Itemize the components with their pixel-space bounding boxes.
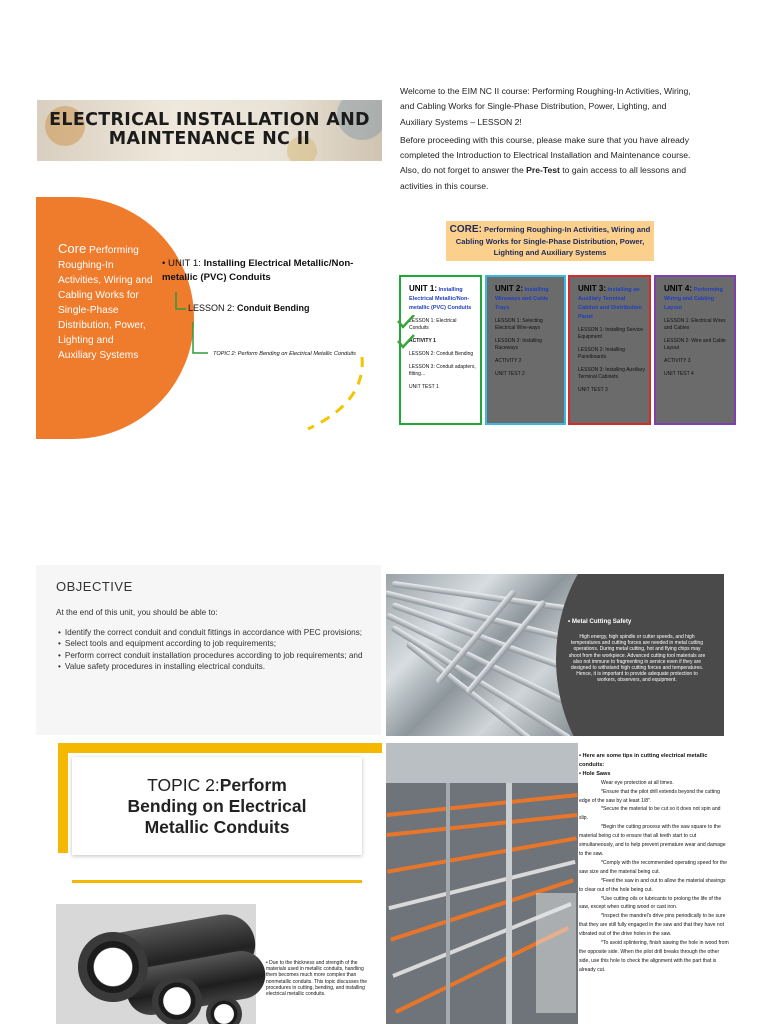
core-title: Core Performing Roughing-In Activities, Wiring and Cabling Works for Single-Phase Distribution, Power, Lighting and Auxiliary Systems bbox=[58, 241, 153, 361]
objective-intro: At the end of this unit, you should be able to: bbox=[56, 608, 218, 617]
list-item: ACTIVITY 1 bbox=[409, 338, 436, 344]
unit-4-card[interactable]: UNIT 4: Performing Wiring and Cabling Layout LESSON 1: Electrical Wires and Cables LESSON 2: Wire and Cable Layout ACTIVITY 3 UNIT TEST 4 bbox=[654, 275, 736, 425]
list-item: • Perform correct conduit installation procedures according to job requirements; and bbox=[56, 650, 376, 661]
list-item: LESSON 2: Wire and Cable Layout bbox=[664, 338, 726, 351]
list-item: LESSON 3: Conduit adapters, fitting... bbox=[409, 364, 476, 377]
list-item: LESSON 2: Installing Raceways bbox=[495, 338, 542, 351]
tips-heading: • Here are some tips in cutting electrical metallic conduits: bbox=[579, 753, 708, 768]
pre-test-link[interactable]: Pre-Test bbox=[526, 165, 560, 176]
conduits-description: • Due to the thickness and strength of the materials used in metallic conduits, handling them becomes much more complex than nonmetallic conduits. This topic discusses the procedures in cutting, bending, and installing electrical metallic conduits. bbox=[266, 960, 368, 998]
list-item: *Feed the saw in and out to allow the material shavings to clear out of the hole being cut. bbox=[579, 877, 726, 893]
welcome-paragraph: Welcome to the EIM NC II course: Performing Roughing-In Activities, Wiring, and Cabling Works for Single-Phase Distribution, Power, Lighting, and Auxiliary Systems – LESSON 2! bbox=[400, 86, 691, 127]
course-banner bbox=[37, 100, 382, 161]
hole-saws-heading: • Hole Saws bbox=[579, 770, 611, 777]
metallic-conduits-slide bbox=[56, 904, 382, 1024]
list-item: ACTIVITY 2 bbox=[495, 358, 522, 364]
welcome-text bbox=[400, 84, 700, 197]
banner-title: ELECTRICAL INSTALLATION AND MAINTENANCE NC II bbox=[49, 110, 370, 149]
list-item: ACTIVITY 3 bbox=[664, 358, 691, 364]
list-item: *Secure the material to be cut so it does not spin and slip. bbox=[579, 806, 721, 822]
hierarchy-connectors bbox=[36, 197, 378, 439]
topic-title-slide bbox=[58, 743, 382, 897]
list-item: *Ensure that the pilot drill extends beyond the cutting edge of the saw by at least 1/8". bbox=[579, 788, 720, 804]
list-item: *Inspect the mandrel's drive pins periodically to be sure that they are still fully engaged in the saw and that they have not vibrated out of the drive holes in the saw. bbox=[579, 913, 726, 938]
list-item: LESSON 3: Installing Auxiliary Terminal Cabinets bbox=[578, 367, 645, 380]
list-item: *Comply with the recommended operating speed for the saw size and the material being cut. bbox=[579, 859, 727, 875]
list-item: UNIT TEST 2 bbox=[495, 371, 525, 377]
list-item: LESSON 2: Installing Panelboards bbox=[578, 347, 625, 360]
yellow-side-bar bbox=[58, 743, 68, 853]
list-item: LESSON 1: Selecting Electrical Wire-ways bbox=[495, 318, 543, 331]
unit-1-card[interactable]: UNIT 1: Installing Electrical Metallic/Non-metallic (PVC) Conduits LESSON 1: Electrical Conduits ACTIVITY 1 LESSON 2: Conduit Bending LESSON 3: Conduit adapters, fitting... UNIT TEST 1 bbox=[399, 275, 482, 425]
list-item: *Use cutting oils or lubricants to prolong the life of the saw, except when cutting wood or cast iron. bbox=[579, 895, 722, 911]
black-pipes-photo bbox=[56, 904, 256, 1024]
list-item: LESSON 1: Electrical Conduits bbox=[409, 318, 457, 331]
list-item: LESSON 1: Electrical Wires and Cables bbox=[664, 318, 726, 331]
list-item: *To avoid splintering, finish sawing the hole in wood from the opposite side. When the pilot drill breaks through the other side, use this hole to check the alignment with the part that is already cut. bbox=[579, 940, 729, 973]
cable-tray-photo bbox=[386, 743, 578, 1024]
core-overview-slide bbox=[36, 197, 378, 439]
metal-safety-body: High energy, high spindle or cutter speeds, and high temperatures and cutting forces are needed in metal cutting operations. During metal cutting, hot and flying chips may shoot from the workpiece. Advanced cutting tool materials are also not immune to fragmenting in service even if they are designed to withstand high cutting forces and temperatures. Hence, it is important to provide adequate protection to workers, observers, and equipment. bbox=[568, 634, 706, 684]
units-map-slide bbox=[386, 197, 740, 437]
list-item: LESSON 2: Conduit Bending bbox=[409, 351, 474, 357]
yellow-underline bbox=[72, 880, 362, 883]
list-item: *Begin the cutting process with the saw square to the material being cut to ensure that all teeth start to cut simultaneously, and to help prevent premature wear and damage to the saw. bbox=[579, 824, 726, 857]
list-item: • Value safety procedures in installing electrical conduits. bbox=[56, 661, 376, 672]
cutting-tips bbox=[579, 752, 729, 975]
topic-2-label: TOPIC 2: Perform Bending on Electrical Metallic Conduits bbox=[213, 351, 356, 357]
lesson-2-label: LESSON 2: Conduit Bending bbox=[188, 303, 310, 313]
unit-3-card[interactable]: UNIT 3: Installing an Auxiliary Terminal Cabinet and Distribution Panel LESSON 1: Installing Service Equipment LESSON 2: Installing Panelboards LESSON 3: Installing Auxiliary Terminal Cabinets UNIT TEST 3 bbox=[568, 275, 651, 425]
list-item: • Identify the correct conduit and conduit fittings in accordance with PEC provisions; bbox=[56, 627, 376, 638]
metal-safety-title: • Metal Cutting Safety bbox=[568, 618, 632, 625]
list-item: UNIT TEST 1 bbox=[409, 384, 439, 390]
metal-cutting-safety-slide bbox=[386, 574, 724, 736]
list-item: LESSON 1: Installing Service Equipment bbox=[578, 327, 644, 340]
list-item: UNIT TEST 4 bbox=[664, 371, 694, 377]
objective-title: OBJECTIVE bbox=[56, 579, 133, 594]
unit-2-card[interactable]: UNIT 2: Installing Wireways and Cable Trays LESSON 1: Selecting Electrical Wire-ways LESSON 2: Installing Raceways ACTIVITY 2 UNIT TEST 2 bbox=[485, 275, 566, 425]
core-box: CORE: Performing Roughing-In Activities, Wiring and Cabling Works for Single-Phase Distribution, Power, Lighting and Auxiliary Systems bbox=[446, 221, 654, 261]
check-icon bbox=[396, 315, 418, 355]
topic-title-card: TOPIC 2:Perform Bending on Electrical Metallic Conduits bbox=[72, 757, 362, 855]
yellow-top-bar bbox=[58, 743, 382, 753]
list-item: UNIT TEST 3 bbox=[578, 387, 608, 393]
list-item: • Select tools and equipment according to job requirements; bbox=[56, 638, 376, 649]
unit-1-label: • UNIT 1: Installing Electrical Metallic/Non-metallic (PVC) Conduits bbox=[162, 258, 354, 283]
prerequisite-paragraph: Before proceeding with this course, please make sure that you have already completed the Introduction to Electrical Installation and Maintenance course. Also, do not forget to answer the Pre-Test to gain access to all lessons and activities in this course. bbox=[400, 134, 691, 191]
list-item: Wear eye protection at all times. bbox=[601, 779, 674, 786]
objective-slide bbox=[36, 565, 381, 735]
objective-list bbox=[56, 627, 376, 673]
